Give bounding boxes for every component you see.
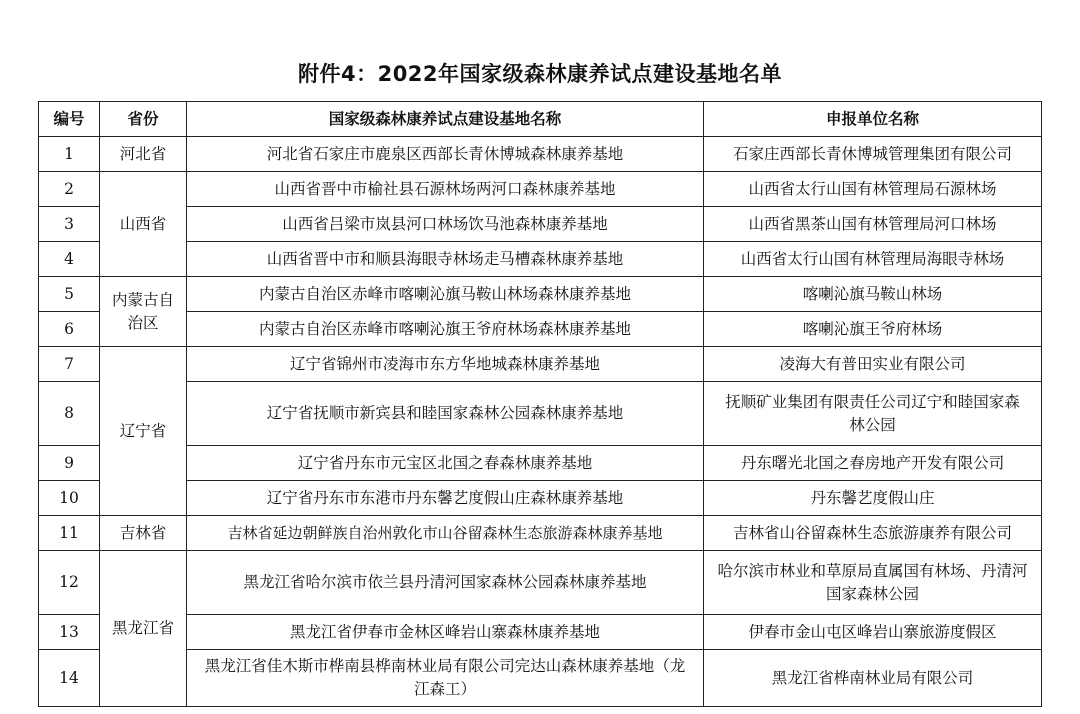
cell-no: 12 [39,551,100,615]
cell-base-name: 黑龙江省哈尔滨市依兰县丹清河国家森林公园森林康养基地 [187,551,704,615]
cell-no: 4 [39,242,100,277]
table-row [39,277,1042,312]
table-row [39,207,1042,242]
cell-applicant-unit: 石家庄西部长青休博城管理集团有限公司 [704,137,1042,172]
cell-no: 9 [39,446,100,481]
cell-base-name: 内蒙古自治区赤峰市喀喇沁旗王爷府林场森林康养基地 [187,312,704,347]
cell-applicant-unit: 凌海大有普田实业有限公司 [704,347,1042,382]
cell-applicant-unit: 伊春市金山屯区峰岩山寨旅游度假区 [704,615,1042,650]
table-row [39,382,1042,446]
table-row [39,551,1042,615]
cell-no: 1 [39,137,100,172]
cell-applicant-unit: 吉林省山谷留森林生态旅游康养有限公司 [704,516,1042,551]
table-row [39,242,1042,277]
header-province: 省份 [100,102,187,137]
cell-no: 7 [39,347,100,382]
table-row [39,172,1042,207]
cell-province: 河北省 [100,137,187,172]
cell-applicant-unit: 山西省黑茶山国有林管理局河口林场 [704,207,1042,242]
cell-applicant-unit: 丹东馨艺度假山庄 [704,481,1042,516]
cell-base-name: 吉林省延边朝鲜族自治州敦化市山谷留森林生态旅游森林康养基地 [187,516,704,551]
cell-base-name: 辽宁省抚顺市新宾县和睦国家森林公园森林康养基地 [187,382,704,446]
cell-base-name: 黑龙江省伊春市金林区峰岩山寨森林康养基地 [187,615,704,650]
cell-no: 2 [39,172,100,207]
cell-province: 黑龙江省 [100,551,187,707]
cell-applicant-unit: 山西省太行山国有林管理局海眼寺林场 [704,242,1042,277]
table-row [39,312,1042,347]
table-row [39,615,1042,650]
cell-base-name: 辽宁省锦州市凌海市东方华地城森林康养基地 [187,347,704,382]
cell-no: 8 [39,382,100,446]
table-row [39,137,1042,172]
cell-province: 吉林省 [100,516,187,551]
table-row [39,446,1042,481]
cell-applicant-unit: 哈尔滨市林业和草原局直属国有林场、丹清河国家森林公园 [704,551,1042,615]
cell-base-name: 黑龙江省佳木斯市桦南县桦南林业局有限公司完达山森林康养基地（龙江森工） [187,650,704,707]
cell-province: 山西省 [100,172,187,277]
cell-no: 3 [39,207,100,242]
cell-province: 辽宁省 [100,347,187,516]
table-row [39,481,1042,516]
header-no: 编号 [39,102,100,137]
cell-base-name: 山西省晋中市和顺县海眼寺林场走马槽森林康养基地 [187,242,704,277]
cell-applicant-unit: 山西省太行山国有林管理局石源林场 [704,172,1042,207]
cell-base-name: 河北省石家庄市鹿泉区西部长青休博城森林康养基地 [187,137,704,172]
cell-no: 13 [39,615,100,650]
cell-no: 6 [39,312,100,347]
header-base-name: 国家级森林康养试点建设基地名称 [187,102,704,137]
cell-no: 10 [39,481,100,516]
cell-province: 内蒙古自治区 [100,277,187,347]
cell-applicant-unit: 喀喇沁旗王爷府林场 [704,312,1042,347]
header-applicant-unit: 申报单位名称 [704,102,1042,137]
cell-applicant-unit: 丹东曙光北国之春房地产开发有限公司 [704,446,1042,481]
cell-no: 5 [39,277,100,312]
document-title: 附件4：2022年国家级森林康养试点建设基地名单 [297,62,783,86]
cell-applicant-unit: 黑龙江省桦南林业局有限公司 [704,650,1042,707]
cell-base-name: 内蒙古自治区赤峰市喀喇沁旗马鞍山林场森林康养基地 [187,277,704,312]
cell-applicant-unit: 喀喇沁旗马鞍山林场 [704,277,1042,312]
cell-applicant-unit: 抚顺矿业集团有限责任公司辽宁和睦国家森林公园 [704,382,1042,446]
table-row [39,347,1042,382]
table-header-row [39,102,1042,137]
base-list-table [38,101,1042,707]
table-row [39,516,1042,551]
cell-base-name: 辽宁省丹东市东港市丹东馨艺度假山庄森林康养基地 [187,481,704,516]
cell-base-name: 山西省晋中市榆社县石源林场两河口森林康养基地 [187,172,704,207]
cell-base-name: 山西省吕梁市岚县河口林场饮马池森林康养基地 [187,207,704,242]
cell-no: 14 [39,650,100,707]
cell-no: 11 [39,516,100,551]
table-row [39,650,1042,707]
cell-base-name: 辽宁省丹东市元宝区北国之春森林康养基地 [187,446,704,481]
